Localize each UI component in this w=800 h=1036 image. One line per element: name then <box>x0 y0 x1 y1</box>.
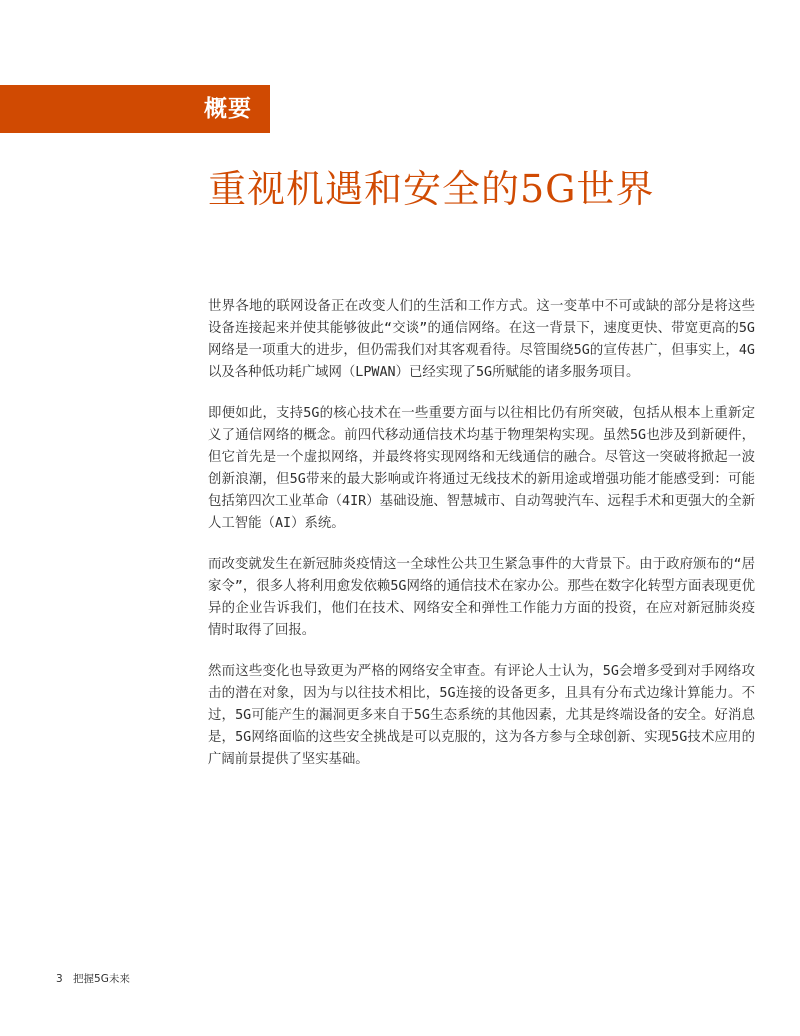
section-tab <box>0 85 270 133</box>
page-number: 3 <box>56 973 63 985</box>
publication-title: 把握5G未来 <box>73 973 130 985</box>
page-title: 重视机遇和安全的5G世界 <box>208 167 655 211</box>
paragraph-4: 然而这些变化也导致更为严格的网络安全审查。有评论人士认为，5G会增多受到对手网络攻击的潜在对象，因为与以往技术相比，5G连接的设备更多，且具有分布式边缘计算能力。不过，5G可能产生的漏洞更多来自于5G生态系统的其他因素，尤其是终端设备的安全。好消息是，5G网络面临的这些安全挑战是可以克服的，这为各方参与全球创新、实现5G技术应用的广阔前景提供了坚实基础。 <box>208 664 755 767</box>
paragraph-1: 世界各地的联网设备正在改变人们的生活和工作方式。这一变革中不可或缺的部分是将这些设备连接起来并使其能够彼此“交谈”的通信网络。在这一背景下，速度更快、带宽更高的5G网络是一项重大的进步，但仍需我们对其客观看待。尽管围绕5G的宣传甚广，但事实上，4G以及各种低功耗广域网（LPWAN）已经实现了5G所赋能的诸多服务项目。 <box>208 299 755 380</box>
body-text <box>208 296 755 790</box>
paragraph-3: 而改变就发生在新冠肺炎疫情这一全球性公共卫生紧急事件的大背景下。由于政府颁布的“居家令”，很多人将利用愈发依赖5G网络的通信技术在家办公。那些在数字化转型方面表现更优异的企业告诉我们，他们在技术、网络安全和弹性工作能力方面的投资，在应对新冠肺炎疫情时取得了回报。 <box>208 557 755 638</box>
paragraph-2: 即便如此，支持5G的核心技术在一些重要方面与以往相比仍有所突破，包括从根本上重新定义了通信网络的概念。前四代移动通信技术均基于物理架构实现。虽然5G也涉及到新硬件，但它首先是一个虚拟网络，并最终将实现网络和无线通信的融合。尽管这一突破将掀起一波创新浪潮，但5G带来的最大影响或许将通过无线技术的新用途或增强功能才能感受到：可能包括第四次工业革命（4IR）基础设施、智慧城市、自动驾驶汽车、远程手术和更强大的全新人工智能（AI）系统。 <box>208 406 755 531</box>
section-label: 概要 <box>204 96 252 122</box>
page-footer <box>56 972 130 986</box>
